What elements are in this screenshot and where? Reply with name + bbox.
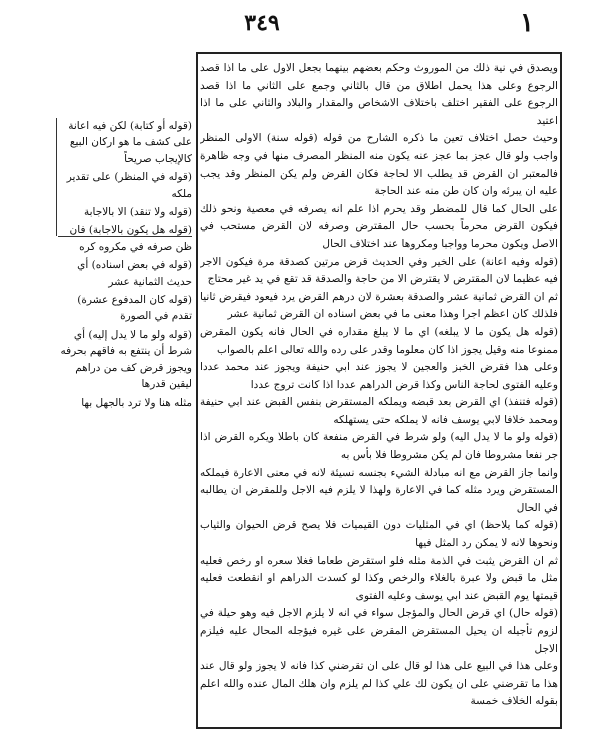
corner-mark: ١	[520, 8, 534, 38]
main-paragraph: (قوله حال) اي قرض الحال والمؤجل سواء في انه لا يلزم الاجل فيه وهو حيلة في لزوم تأجيله ان يحيل المستقرض المقرض على غيره فيؤجله المحال عليه فيلزم الاجل	[200, 607, 558, 655]
margin-note: (قوله في بعض اسناده) أي حديث الثمانية عشر	[77, 259, 192, 288]
margin-note: (قوله هل يكون بالاجابة) فان ظن صرفه في مكروه كره	[69, 224, 192, 253]
margin-note: (قوله ولا تنقد) الا بالاجابة	[83, 206, 192, 219]
margin-note: (قوله في المنظر) على تقدير ملكه	[66, 171, 192, 200]
margin-note: (قوله أو كتابة) لكن فيه اعانة على كشف ما هو اركان البيع كالإيجاب صريحاً	[68, 120, 192, 165]
main-paragraph: (قوله ولو ما لا يدل اليه) ولو شرط في القرض منفعة كان باطلا ويكره القرض اذا جر نفعا مشروطا فان لم يكن مشروطا فلا بأس به	[200, 431, 558, 462]
main-paragraph: وعلى هذا في البيع على هذا لو قال على ان تقرضني كذا فانه لا يجوز ولو قال عند هذا ما تقرضني على ان يكون لك علي كذا لم يلزم وان هلك المال عنده والله اعلم بقوله الخلاف خمسة	[200, 660, 558, 708]
main-paragraph: (قوله وفيه اعانة) على الخير وفي الحديث قرض مرتين كصدقة مرة فيكون الاجر فيه عظيما لان المقترض لا يقترض الا من حاجة والصدقة قد تقع في يد غير محتاج	[200, 255, 558, 286]
main-text-block	[200, 60, 558, 725]
page-number: ٣٤٩	[244, 10, 280, 36]
main-paragraph: (قوله هل يكون ما لا يبلغه) اي ما لا يبلغ مقداره في الحال فانه يكون المقرض ممنوعا منه وقيل يجوز اذا كان معلوما وقدر على رده والله تعالى اعلم بالصواب	[200, 325, 558, 356]
main-paragraph: على الحال كما قال للمضطر وقد يحرم اذا علم انه يصرفه في معصية ونحو ذلك فيكون القرض محرماً بحسب حال المقترض وصرفه لان القرض مستحب في الاصل ويكون محرما وواجبا ومكروها عند اختلاف الحال	[200, 202, 558, 250]
main-paragraph: ويصدق في نية ذلك من الموروث وحكم بعضهم بينهما بجعل الاول على ما اذا قصد الرجوع وعلى هذا يحمل اطلاق من قال بالثاني وجمع على الثاني ما اذا قصد الرجوع على الفقير اختلف باختلاف الاشخاص والمقدار والبلاد والثاني على ما اذا اعتيد	[200, 62, 558, 127]
margin-note: مثله هنا ولا ترد بالجهل بها	[81, 396, 192, 409]
margin-notes	[60, 118, 192, 598]
main-paragraph: ثم ان القرض يثبت في الذمة مثله فلو استقرض طعاما فغلا سعره او رخص فعليه مثل ما قبض ولا عبرة بالغلاء والرخص وكذا لو كسدت الدراهم او انقطعت فعليه قيمتها يوم القبض عند ابي يوسف وعليه الفتوى	[200, 554, 558, 602]
margin-note: (قوله كان المدفوع عشرة) تقدم في الصورة	[77, 294, 192, 323]
main-paragraph: (قوله كما يلاحظ) اي في المثليات دون القيميات فلا يصح قرض الحيوان والثياب ونحوها لانه لا يمكن رد المثل فيها	[200, 519, 558, 550]
main-paragraph: (قوله فتنفذ) اي القرض بعد قبضه ويملكه المستقرض بنفس القبض عند ابي حنيفة ومحمد خلافا لابي يوسف فانه لا يملكه حتى يستهلكه	[200, 396, 558, 426]
main-paragraph: ثم ان القرض ثمانية عشر والصدقة بعشرة لان درهم القرض يرد فيعود فيقرض ثانيا فلذلك كان اعظم اجرا وهذا معنى ما في بعض اسناده ان القرض ثمانية عشر	[200, 290, 558, 321]
main-paragraph: وعلى هذا فقرض الخبز والعجين لا يجوز عند ابي حنيفة ويجوز عند محمد عددا وعليه الفتوى لحاجة الناس وكذا قرض الدراهم عددا اذا كانت تروج عددا	[200, 361, 558, 391]
margin-note: (قوله ولو ما لا يدل إليه) أي شرط أن ينتفع به فاقهم بحرفه ويجوز قرض كف من دراهم ليقين قدرها	[60, 328, 192, 391]
main-paragraph: وحيث حصل اختلاف تعين ما ذكره الشارح من قوله (قوله سنة) الاولى المنظر واجب ولو قال عجز بما عجز عنه يكون منه المنظر المصرف منها في وجه ظاهرة فالمعتبر ان القرض قد يطلب الا لحاجة فكان القرض ولم يكن المنظر وقد يجب عليه ان يبرئه وان كان طن منه عند الحاجة	[200, 132, 558, 198]
main-paragraph: وانما جاز القرض مع انه مبادلة الشيء بجنسه نسيئة لانه في معنى الاعارة فيملكه المستقرض ويرد مثله كما في الاعارة ولهذا لا يلزم فيه الاجل وللمقرض ان يطالبه في الحال	[200, 466, 558, 514]
